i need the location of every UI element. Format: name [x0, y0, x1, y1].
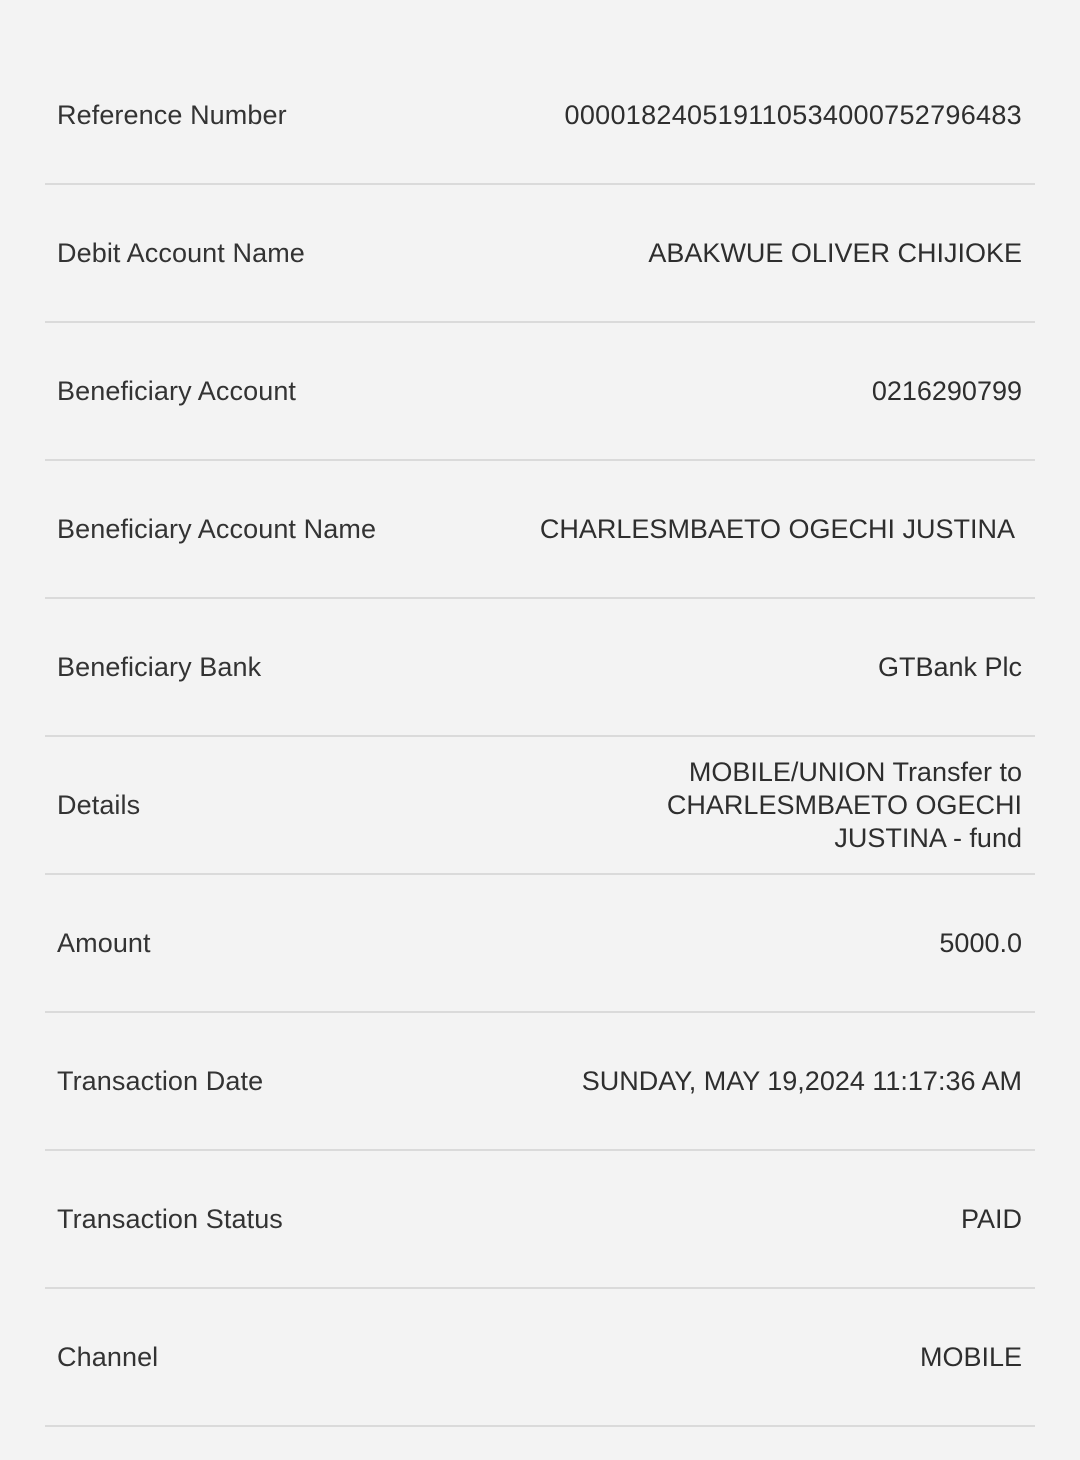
channel-label: Channel [57, 1341, 159, 1372]
details-value: MOBILE/UNION Transfer to CHARLESMBAETO OGECHI JUSTINA - fund [666, 756, 1022, 853]
channel-row [45, 1289, 1035, 1427]
transaction-status-value: PAID [960, 1203, 1022, 1234]
debit-account-name-label: Debit Account Name [57, 237, 305, 268]
transaction-status-row [45, 1151, 1035, 1289]
transaction-date-label: Transaction Date [57, 1065, 264, 1096]
reference-number-row [45, 47, 1035, 185]
channel-value: MOBILE [919, 1341, 1022, 1372]
transaction-date-row [45, 1013, 1035, 1151]
beneficiary-account-row [45, 323, 1035, 461]
details-label: Details [57, 789, 141, 820]
beneficiary-bank-value: GTBank Plc [877, 651, 1022, 682]
reference-number-label: Reference Number [57, 99, 287, 130]
transaction-date-value: SUNDAY, MAY 19,2024 11:17:36 AM [581, 1065, 1022, 1096]
amount-row [45, 875, 1035, 1013]
amount-label: Amount [57, 927, 151, 958]
transaction-status-label: Transaction Status [57, 1203, 283, 1234]
details-row [45, 737, 1035, 875]
beneficiary-account-name-value: CHARLESMBAETO OGECHI JUSTINA [539, 513, 1015, 544]
beneficiary-bank-label: Beneficiary Bank [57, 651, 262, 682]
beneficiary-account-name-row [45, 461, 1035, 599]
debit-account-name-row [45, 185, 1035, 323]
beneficiary-account-value: 0216290799 [871, 375, 1022, 406]
reference-number-value: 000018240519110534000752796483 [564, 99, 1022, 130]
beneficiary-account-label: Beneficiary Account [57, 375, 297, 406]
amount-value: 5000.0 [939, 927, 1022, 958]
debit-account-name-value: ABAKWUE OLIVER CHIJIOKE [648, 237, 1022, 268]
beneficiary-account-name-label: Beneficiary Account Name [57, 513, 377, 544]
beneficiary-bank-row [45, 599, 1035, 737]
